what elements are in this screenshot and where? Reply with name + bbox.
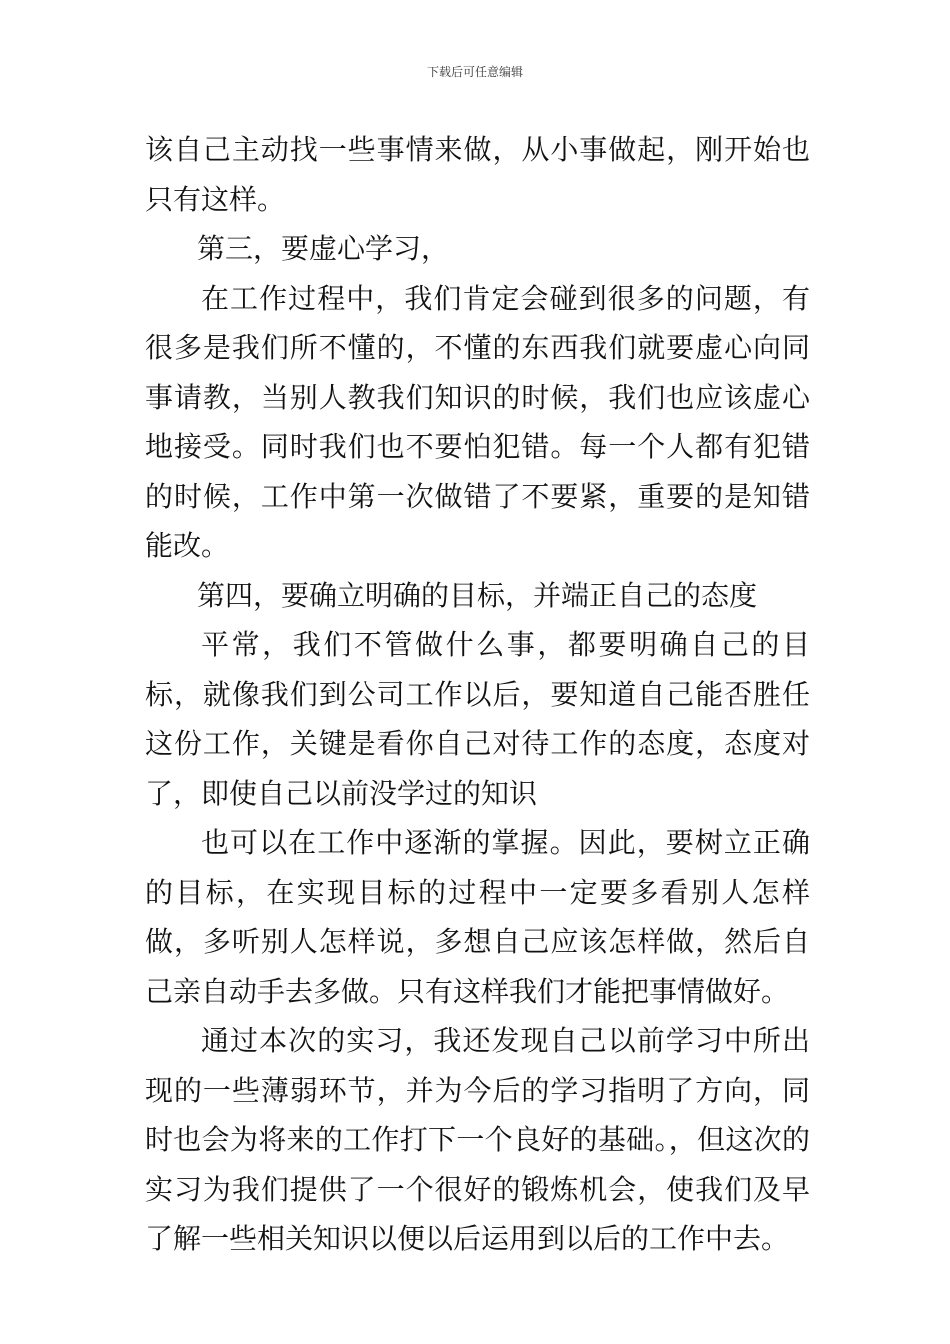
- paragraph-learning: 在工作过程中，我们肯定会碰到很多的问题，有很多是我们所不懂的，不懂的东西我们就要虚心向同事请教，当别人教我们知识的时候，我们也应该虚心地接受。同时我们也不要怕犯错。每一个人都有犯错的时候，工作中第一次做错了不要紧，重要的是知错能改。: [145, 281, 810, 562]
- paragraph-mastery: 也可以在工作中逐渐的掌握。因此，要树立正确的目标，在实现目标的过程中一定要多看别人怎样做，多听别人怎样说，多想自己应该怎样做，然后自己亲自动手去多做。只有这样我们才能把事情做好。: [145, 826, 810, 1008]
- paragraph-goals: 平常，我们不管做什么事，都要明确自己的目标，就像我们到公司工作以后，要知道自己能否胜任这份工作，关键是看你自己对待工作的态度，态度对了，即使自己以前没学过的知识: [145, 628, 810, 810]
- document-body: [145, 125, 810, 1264]
- section-heading-third: 第三，要虚心学习，: [197, 232, 450, 265]
- paragraph-conclusion: 通过本次的实习，我还发现自己以前学习中所出现的一些薄弱环节，并为今后的学习指明了方向，同时也会为将来的工作打下一个良好的基础。，但这次的实习为我们提供了一个很好的锻炼机会，使我们及早了解一些相关知识以便以后运用到以后的工作中去。: [145, 1024, 810, 1255]
- section-heading-fourth: 第四，要确立明确的目标，并端正自己的态度: [197, 578, 758, 612]
- page-header-note: 下载后可任意编辑: [426, 65, 523, 79]
- paragraph-continuation: 该自己主动找一些事情来做，从小事做起，刚开始也只有这样。: [145, 133, 810, 216]
